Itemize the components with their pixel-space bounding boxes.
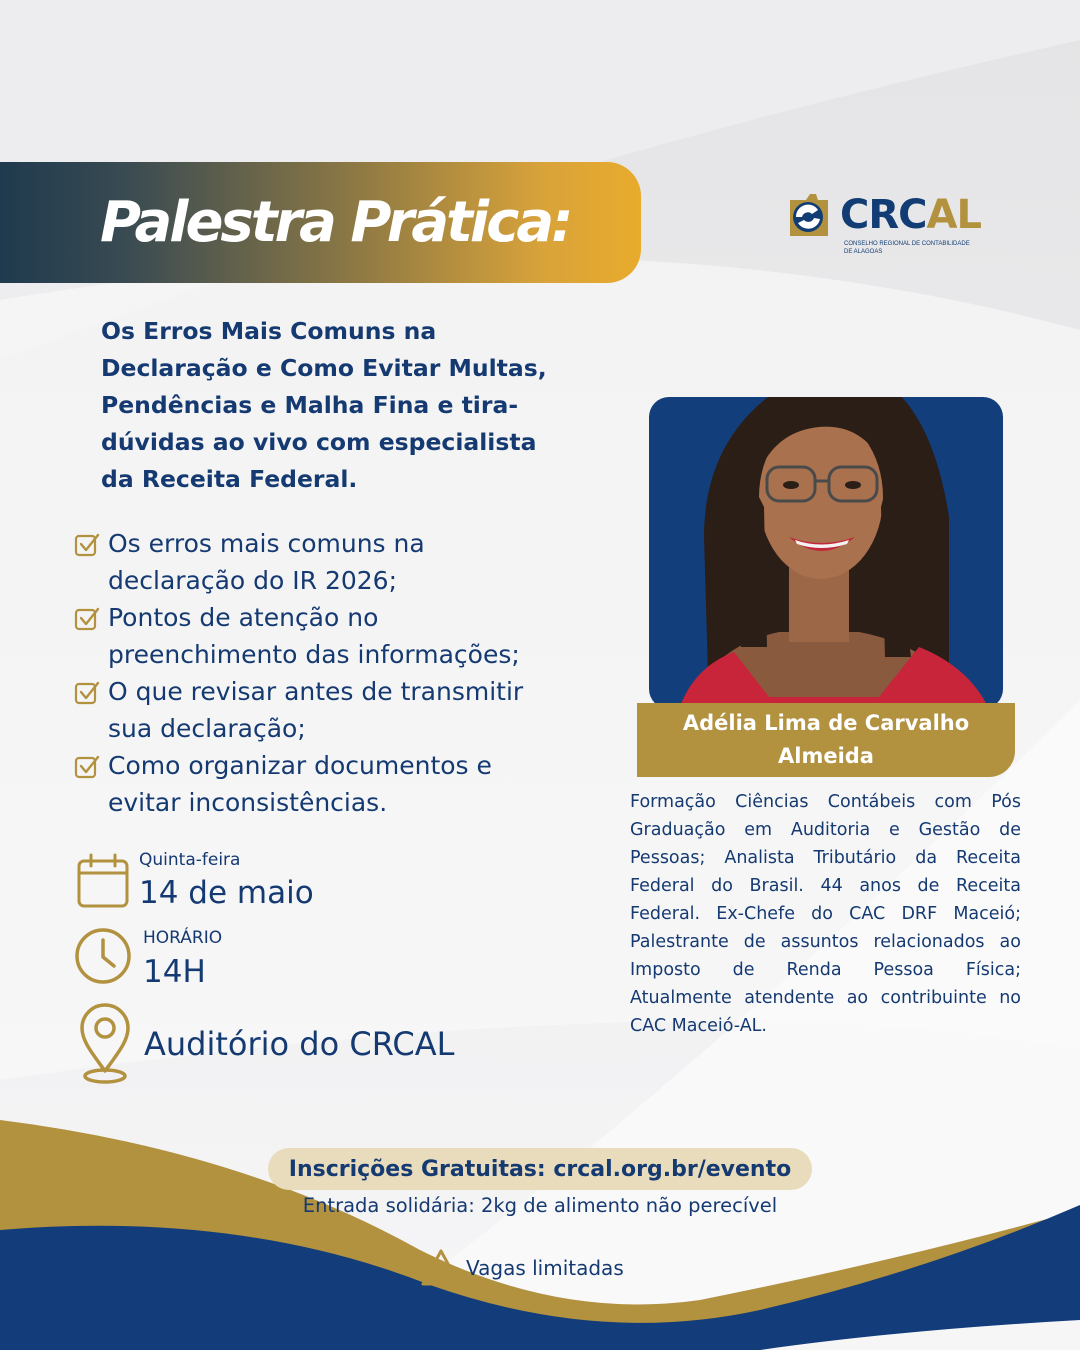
headline-line: Pendências e Malha Fina e tira-	[101, 391, 519, 419]
topic-checklist	[74, 525, 594, 821]
topic-text: preenchimento das informações;	[108, 640, 520, 669]
speaker-bio: Formação Ciências Contábeis com Pós Graduação em Auditoria e Gestão de Pessoas; Analista Tributário da Receita Federal do Brasil. 44 anos de Receita Federal. Ex-Chefe do CAC DRF Maceió; Palestrante de assuntos relacionados ao Imposto de Renda Pessoa Física; Atualmente atendente ao contribuinte no CAC Maceió-AL.	[630, 792, 1021, 1036]
event-weekday: Quinta-feira	[139, 850, 241, 870]
topic-text: evitar inconsistências.	[108, 788, 388, 817]
clock-icon	[74, 927, 132, 985]
speaker-photo	[649, 397, 1003, 709]
speaker-name: Almeida	[778, 744, 874, 768]
topic-item	[74, 599, 594, 673]
calendar-icon	[76, 853, 130, 909]
registration-link[interactable]: Inscrições Gratuitas: crcal.org.br/evento	[268, 1148, 812, 1190]
headline-line: Declaração e Como Evitar Multas,	[101, 354, 547, 382]
logo-wordmark: CRCAL	[840, 192, 981, 238]
topic-text: declaração do IR 2026;	[108, 566, 398, 595]
checkbox-icon	[74, 606, 100, 632]
headline-line: da Receita Federal.	[101, 465, 358, 493]
limited-spots-text: Vagas limitadas	[466, 1256, 624, 1280]
logo-subtitle: CONSELHO REGIONAL DE CONTABILIDADE DE ALAGOAS	[844, 241, 970, 255]
event-date: 14 de maio	[139, 875, 314, 911]
headline-line: Os Erros Mais Comuns na	[101, 317, 437, 345]
speaker-name-tag	[637, 703, 1015, 777]
topic-item	[74, 747, 594, 821]
topic-text: Os erros mais comuns na	[108, 529, 425, 558]
headline	[101, 313, 581, 498]
warning-icon	[420, 1248, 462, 1288]
checkbox-icon	[74, 532, 100, 558]
speaker-name: Adélia Lima de Carvalho	[682, 711, 970, 735]
limited-spots	[420, 1248, 624, 1288]
event-time: 14H	[143, 954, 206, 990]
topic-item	[74, 525, 594, 599]
topic-text: O que revisar antes de transmitir	[108, 677, 524, 706]
topic-text: Pontos de atenção no	[108, 603, 379, 632]
event-place: Auditório do CRCAL	[144, 1025, 455, 1063]
time-label: HORÁRIO	[143, 928, 223, 948]
topic-text: sua declaração;	[108, 714, 306, 743]
headline-line: dúvidas ao vivo com especialista	[101, 428, 537, 456]
topic-text: Como organizar documentos e	[108, 751, 492, 780]
checkbox-icon	[74, 680, 100, 706]
title-banner	[0, 162, 641, 283]
banner-title: Palestra Prática:	[100, 190, 571, 255]
topic-item	[74, 673, 594, 747]
checkbox-icon	[74, 754, 100, 780]
crcal-logo-mark-icon	[784, 190, 834, 240]
speaker-photo-card	[649, 397, 1003, 709]
crcal-logo	[784, 190, 984, 260]
location-pin-icon	[78, 1001, 132, 1085]
entrance-note: Entrada solidária: 2kg de alimento não perecível	[302, 1194, 778, 1217]
